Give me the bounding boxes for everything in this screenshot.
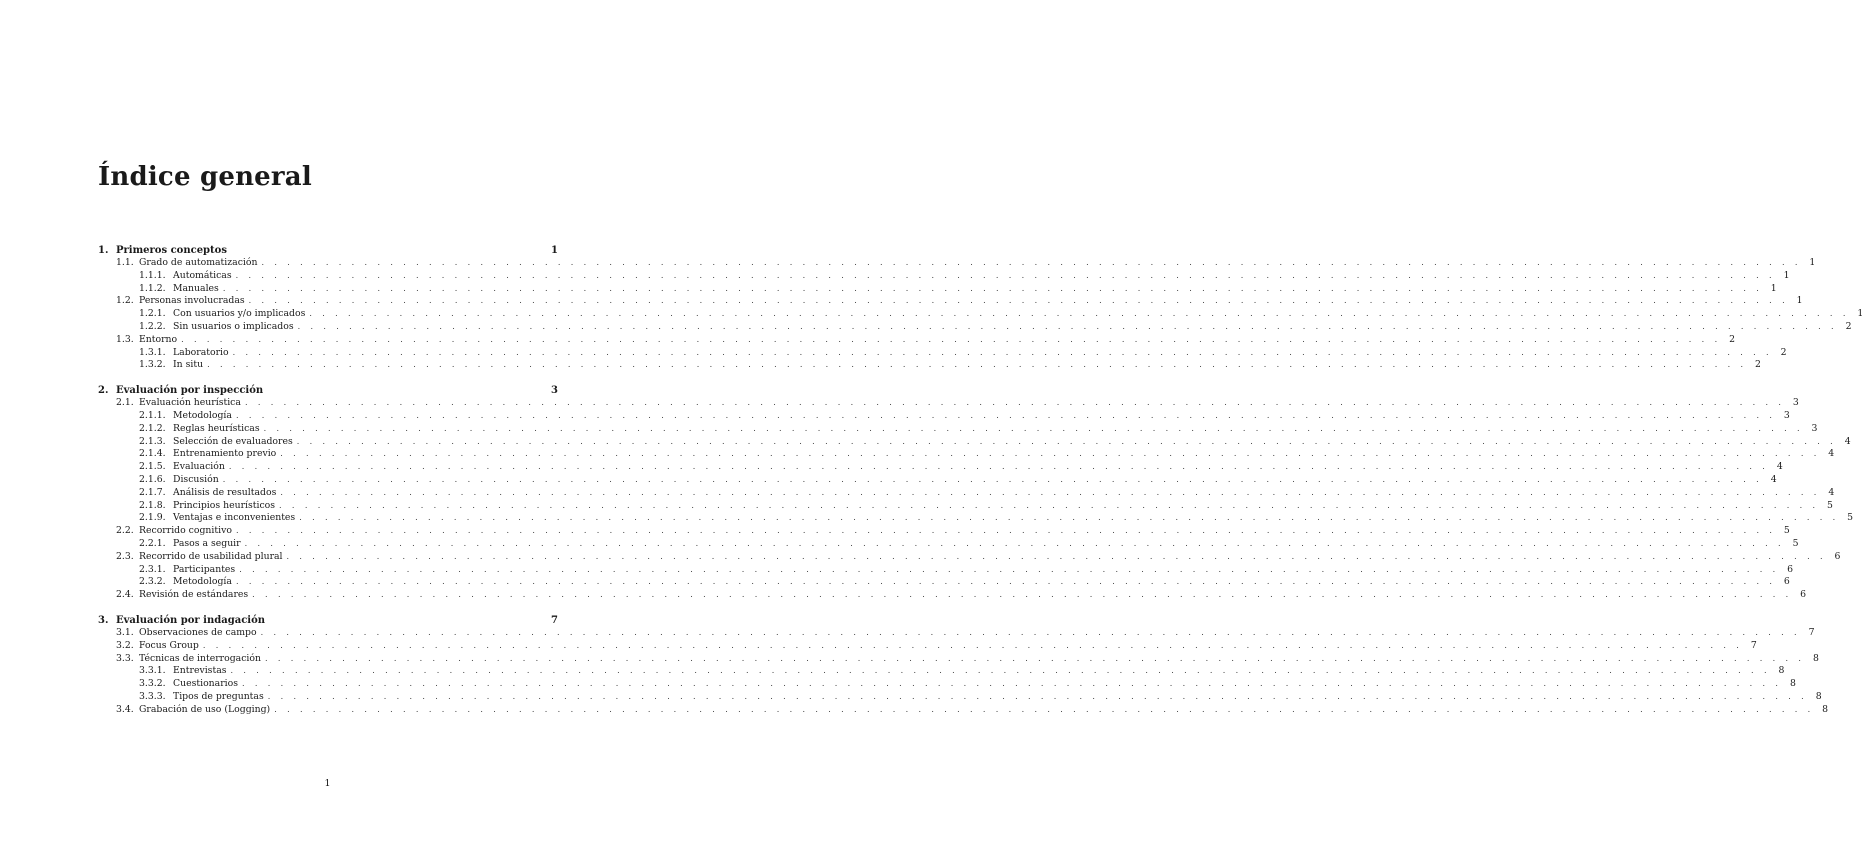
toc-subsection-title: Metodología <box>173 576 232 588</box>
toc-subsection-number: 2.1.9. <box>139 512 166 524</box>
toc-section-number: 3.1. <box>116 626 134 638</box>
toc-chapter-number: 1. <box>98 245 109 256</box>
toc-section-title: Evaluación heurística <box>139 397 241 409</box>
toc-section-page: 1 <box>1809 257 1816 268</box>
toc-section[interactable] <box>98 397 1799 410</box>
toc-subsection-title: Análisis de resultados <box>173 486 277 498</box>
toc-section[interactable] <box>98 550 1841 564</box>
toc-section-page: 2 <box>1729 333 1736 345</box>
toc-leader-dots: . . . . . . . . . . . . . . . . . . . . . . . . . . . . . . . . . . . . . . . . . . . . . . . . . . . . . . . . . . . . . . . . . . . . . . . . . . . . . . . . . . . . . . . . . . . . . . . . . . . . . . . . . . . . . . . . . . . . . . . . <box>181 334 1722 344</box>
toc-subsection-page: 4 <box>1828 486 1835 498</box>
toc-leader-dots: . . . . . . . . . . . . . . . . . . . . . . . . . . . . . . . . . . . . . . . . . . . . . . . . . . . . . . . . . . . . . . . . . . . . . . . . . . . . . . . . . . . . . . . . . . . . . . . . . . . . . . . . . . . . . . . . . . . . . . . . <box>299 513 1840 523</box>
toc-leader-dots: . . . . . . . . . . . . . . . . . . . . . . . . . . . . . . . . . . . . . . . . . . . . . . . . . . . . . . . . . . . . . . . . . . . . . . . . . . . . . . . . . . . . . . . . . . . . . . . . . . . . . . . . . . . . . . . . . . . . . . . . <box>235 577 1776 587</box>
toc-subsection-title: Manuales <box>173 282 219 294</box>
toc-subsection-number: 1.2.1. <box>139 308 166 320</box>
toc-section-number: 2.2. <box>116 525 134 537</box>
toc-subsection-title: In situ <box>173 359 204 371</box>
toc-section[interactable] <box>98 525 1790 538</box>
toc-subsection-title: Selección de evaluadores <box>173 435 293 447</box>
toc-leader-dots: . . . . . . . . . . . . . . . . . . . . . . . . . . . . . . . . . . . . . . . . . . . . . . . . . . . . . . . . . . . . . . . . . . . . . . . . . . . . . . . . . . . . . . . . . . . . . . . . . . . . . . . . . . . . . . . . . . . . . . . . <box>230 666 1771 676</box>
toc-subsection-number: 2.1.7. <box>139 486 166 498</box>
toc-leader-dots: . . . . . . . . . . . . . . . . . . . . . . . . . . . . . . . . . . . . . . . . . . . . . . . . . . . . . . . . . . . . . . . . . . . . . . . . . . . . . . . . . . . . . . . . . . . . . . . . . . . . . . . . . . . . . . . . . . . . . . . . <box>274 704 1815 714</box>
toc-section-number: 2.1. <box>116 397 134 409</box>
toc-section-number: 1.2. <box>116 295 134 307</box>
toc-subsection[interactable] <box>98 473 1777 487</box>
toc-subsection-number: 2.1.4. <box>139 448 166 460</box>
toc-leader-dots: . . . . . . . . . . . . . . . . . . . . . . . . . . . . . . . . . . . . . . . . . . . . . . . . . . . . . . . . . . . . . . . . . . . . . . . . . . . . . . . . . . . . . . . . . . . . . . . . . . . . . . . . . . . . . . . . . . . . . . . . <box>267 691 1808 701</box>
toc-subsection[interactable] <box>98 512 1854 525</box>
toc-subsection[interactable] <box>98 537 1799 551</box>
toc-subsection-page: 8 <box>1778 665 1785 677</box>
toc-leader-dots: . . . . . . . . . . . . . . . . . . . . . . . . . . . . . . . . . . . . . . . . . . . . . . . . . . . . . . . . . . . . . . . . . . . . . . . . . . . . . . . . . . . . . . . . . . . . . . . . . . . . . . . . . . . . . . . . . . . . . . . . <box>232 347 1773 357</box>
toc-subsection-number: 2.1.6. <box>139 473 166 485</box>
toc-subsection-title: Con usuarios y/o implicados <box>173 308 306 320</box>
toc-leader-dots: . . . . . . . . . . . . . . . . . . . . . . . . . . . . . . . . . . . . . . . . . . . . . . . . . . . . . . . . . . . . . . . . . . . . . . . . . . . . . . . . . . . . . . . . . . . . . . . . . . . . . . . . . . . . . . . . . . . . . . . . <box>222 474 1763 484</box>
toc-subsection-page: 2 <box>1845 320 1852 332</box>
toc-leader-dots: . . . . . . . . . . . . . . . . . . . . . . . . . . . . . . . . . . . . . . . . . . . . . . . . . . . . . . . . . . . . . . . . . . . . . . . . . . . . . . . . . . . . . . . . . . . . . . . . . . . . . . . . . . . . . . . . . . . . . . . . <box>263 423 1804 433</box>
toc-subsection-title: Cuestionarios <box>173 678 238 690</box>
toc-subsection-page: 8 <box>1815 690 1822 702</box>
toc-leader-dots: . . . . . . . . . . . . . . . . . . . . . . . . . . . . . . . . . . . . . . . . . . . . . . . . . . . . . . . . . . . . . . . . . . . . . . . . . . . . . . . . . . . . . . . . . . . . . . . . . . . . . . . . . . . . . . . . . . . . . . . . <box>297 321 1838 331</box>
toc-chapter-title: Primeros conceptos <box>116 245 227 256</box>
toc-leader-dots: . . . . . . . . . . . . . . . . . . . . . . . . . . . . . . . . . . . . . . . . . . . . . . . . . . . . . . . . . . . . . . . . . . . . . . . . . . . . . . . . . . . . . . . . . . . . . . . . . . . . . . . . . . . . . . . . . . . . . . . . <box>244 538 1785 548</box>
toc-subsection[interactable] <box>98 320 1852 334</box>
toc-subsection-title: Pasos a seguir <box>173 537 241 549</box>
toc-leader-dots: . . . . . . . . . . . . . . . . . . . . . . . . . . . . . . . . . . . . . . . . . . . . . . . . . . . . . . . . . . . . . . . . . . . . . . . . . . . . . . . . . . . . . . . . . . . . . . . . . . . . . . . . . . . . . . . . . . . . . . . . <box>252 590 1793 600</box>
toc-subsection-number: 2.3.1. <box>139 563 166 575</box>
toc-leader-dots: . . . . . . . . . . . . . . . . . . . . . . . . . . . . . . . . . . . . . . . . . . . . . . . . . . . . . . . . . . . . . . . . . . . . . . . . . . . . . . . . . . . . . . . . . . . . . . . . . . . . . . . . . . . . . . . . . . . . . . . . <box>235 526 1776 536</box>
toc-subsection-page: 4 <box>1828 448 1835 460</box>
toc-subsection-title: Laboratorio <box>173 346 229 358</box>
toc-section-page: 7 <box>1750 639 1757 651</box>
toc-subsection-number: 3.3.2. <box>139 678 166 690</box>
toc-subsection[interactable] <box>98 448 1835 461</box>
toc-section-page: 5 <box>1783 525 1790 537</box>
toc-leader-dots: . . . . . . . . . . . . . . . . . . . . . . . . . . . . . . . . . . . . . . . . . . . . . . . . . . . . . . . . . . . . . . . . . . . . . . . . . . . . . . . . . . . . . . . . . . . . . . . . . . . . . . . . . . . . . . . . . . . . . . . . <box>235 270 1776 280</box>
toc-section-page: 8 <box>1812 652 1819 664</box>
toc-section-number: 2.3. <box>116 550 134 562</box>
toc-leader-dots: . . . . . . . . . . . . . . . . . . . . . . . . . . . . . . . . . . . . . . . . . . . . . . . . . . . . . . . . . . . . . . . . . . . . . . . . . . . . . . . . . . . . . . . . . . . . . . . . . . . . . . . . . . . . . . . . . . . . . . . . <box>261 258 1802 267</box>
toc-section[interactable] <box>98 652 1819 666</box>
toc-subsection[interactable] <box>98 422 1818 436</box>
toc-subsection-number: 1.1.1. <box>139 269 166 281</box>
toc-subsection-number: 3.3.1. <box>139 665 166 677</box>
toc-subsection-number: 2.1.1. <box>139 409 166 421</box>
toc-subsection[interactable] <box>98 563 1794 577</box>
toc-subsection-number: 2.1.5. <box>139 461 166 473</box>
toc-leader-dots: . . . . . . . . . . . . . . . . . . . . . . . . . . . . . . . . . . . . . . . . . . . . . . . . . . . . . . . . . . . . . . . . . . . . . . . . . . . . . . . . . . . . . . . . . . . . . . . . . . . . . . . . . . . . . . . . . . . . . . . . <box>202 640 1743 650</box>
toc-subsection[interactable] <box>98 435 1851 449</box>
toc-section-title: Observaciones de campo <box>139 626 257 638</box>
toc-subsection-page: 4 <box>1776 461 1783 473</box>
toc-subsection[interactable] <box>98 690 1822 704</box>
toc-leader-dots: . . . . . . . . . . . . . . . . . . . . . . . . . . . . . . . . . . . . . . . . . . . . . . . . . . . . . . . . . . . . . . . . . . . . . . . . . . . . . . . . . . . . . . . . . . . . . . . . . . . . . . . . . . . . . . . . . . . . . . . . <box>279 500 1819 510</box>
toc-subsection-page: 5 <box>1847 512 1854 524</box>
toc-section-title: Grabación de uso (Logging) <box>139 703 271 715</box>
toc-subsection-title: Ventajas e inconvenientes <box>173 512 296 524</box>
toc-leader-dots: . . . . . . . . . . . . . . . . . . . . . . . . . . . . . . . . . . . . . . . . . . . . . . . . . . . . . . . . . . . . . . . . . . . . . . . . . . . . . . . . . . . . . . . . . . . . . . . . . . . . . . . . . . . . . . . . . . . . . . . . <box>228 462 1769 472</box>
toc-subsection-page: 6 <box>1783 576 1790 588</box>
toc-subsection[interactable] <box>98 461 1783 474</box>
toc-subsection[interactable] <box>98 678 1796 691</box>
table-of-contents <box>98 244 1863 717</box>
toc-subsection[interactable] <box>98 665 1785 678</box>
toc-section-title: Recorrido cognitivo <box>139 525 232 537</box>
toc-subsection-title: Principios heurísticos <box>173 499 276 511</box>
toc-section-title: Entorno <box>139 333 178 345</box>
toc-subsection-page: 1 <box>1783 269 1790 281</box>
toc-subsection[interactable] <box>98 359 1761 372</box>
toc-subsection[interactable] <box>98 346 1787 360</box>
toc-section-title: Recorrido de usabilidad plural <box>139 550 283 562</box>
toc-section[interactable] <box>98 257 1816 270</box>
toc-subsection-page: 2 <box>1755 359 1761 371</box>
toc-section-number: 3.2. <box>116 639 134 651</box>
toc-section[interactable] <box>98 333 1736 347</box>
toc-subsection-title: Automáticas <box>173 269 232 281</box>
toc-section[interactable] <box>98 703 1829 717</box>
toc-leader-dots: . . . . . . . . . . . . . . . . . . . . . . . . . . . . . . . . . . . . . . . . . . . . . . . . . . . . . . . . . . . . . . . . . . . . . . . . . . . . . . . . . . . . . . . . . . . . . . . . . . . . . . . . . . . . . . . . . . . . . . . . <box>248 296 1789 306</box>
toc-chapter-title: Evaluación por indagación <box>116 614 266 626</box>
toc-chapter-number: 2. <box>98 385 109 397</box>
toc-subsection-page: 8 <box>1789 678 1796 690</box>
toc-subsection-title: Evaluación <box>173 461 225 473</box>
toc-subsection-page: 1 <box>1770 282 1777 294</box>
toc-subsection-number: 1.1.2. <box>139 282 166 294</box>
toc-leader-dots: . . . . . . . . . . . . . . . . . . . . . . . . . . . . . . . . . . . . . . . . . . . . . . . . . . . . . . . . . . . . . . . . . . . . . . . . . . . . . . . . . . . . . . . . . . . . . . . . . . . . . . . . . . . . . . . . . . . . . . . . <box>260 627 1801 637</box>
toc-section-page: 6 <box>1834 550 1841 562</box>
toc-subsection[interactable] <box>98 282 1777 296</box>
toc-subsection-page: 3 <box>1783 409 1790 421</box>
toc-subsection-page: 5 <box>1792 537 1799 549</box>
toc-subsection-page: 1 <box>1857 308 1863 320</box>
toc-leader-dots: . . . . . . . . . . . . . . . . . . . . . . . . . . . . . . . . . . . . . . . . . . . . . . . . . . . . . . . . . . . . . . . . . . . . . . . . . . . . . . . . . . . . . . . . . . . . . . . . . . . . . . . . . . . . . . . . . . . . . . . . <box>242 679 1782 689</box>
toc-subsection-number: 2.1.2. <box>139 422 166 434</box>
toc-subsection-title: Sin usuarios o implicados <box>173 320 294 332</box>
toc-subsection[interactable] <box>98 409 1790 423</box>
toc-leader-dots: . . . . . . . . . . . . . . . . . . . . . . . . . . . . . . . . . . . . . . . . . . . . . . . . . . . . . . . . . . . . . . . . . . . . . . . . . . . . . . . . . . . . . . . . . . . . . . . . . . . . . . . . . . . . . . . . . . . . . . . . <box>207 360 1747 370</box>
toc-subsection-number: 2.2.1. <box>139 537 166 549</box>
toc-subsection-title: Participantes <box>173 563 236 575</box>
toc-chapter-number: 3. <box>98 614 109 626</box>
toc-subsection-page: 6 <box>1787 563 1794 575</box>
toc-section[interactable] <box>98 639 1757 653</box>
toc-subsection-page: 4 <box>1770 473 1777 485</box>
toc-section-page: 7 <box>1808 626 1815 638</box>
toc-subsection-title: Entrevistas <box>173 665 227 677</box>
toc-section-page: 8 <box>1822 703 1829 715</box>
toc-chapter[interactable] <box>98 614 558 627</box>
toc-leader-dots: . . . . . . . . . . . . . . . . . . . . . . . . . . . . . . . . . . . . . . . . . . . . . . . . . . . . . . . . . . . . . . . . . . . . . . . . . . . . . . . . . . . . . . . . . . . . . . . . . . . . . . . . . . . . . . . . . . . . . . . . <box>264 653 1805 663</box>
toc-section-title: Focus Group <box>139 639 199 651</box>
toc-leader-dots: . . . . . . . . . . . . . . . . . . . . . . . . . . . . . . . . . . . . . . . . . . . . . . . . . . . . . . . . . . . . . . . . . . . . . . . . . . . . . . . . . . . . . . . . . . . . . . . . . . . . . . . . . . . . . . . . . . . . . . . . <box>244 398 1785 408</box>
toc-section-number: 3.4. <box>116 703 134 715</box>
toc-chapter-page: 7 <box>551 614 558 626</box>
toc-leader-dots: . . . . . . . . . . . . . . . . . . . . . . . . . . . . . . . . . . . . . . . . . . . . . . . . . . . . . . . . . . . . . . . . . . . . . . . . . . . . . . . . . . . . . . . . . . . . . . . . . . . . . . . . . . . . . . . . . . . . . . . . <box>286 551 1827 561</box>
toc-leader-dots: . . . . . . . . . . . . . . . . . . . . . . . . . . . . . . . . . . . . . . . . . . . . . . . . . . . . . . . . . . . . . . . . . . . . . . . . . . . . . . . . . . . . . . . . . . . . . . . . . . . . . . . . . . . . . . . . . . . . . . . . <box>280 449 1821 459</box>
toc-section[interactable] <box>98 589 1807 602</box>
toc-leader-dots: . . . . . . . . . . . . . . . . . . . . . . . . . . . . . . . . . . . . . . . . . . . . . . . . . . . . . . . . . . . . . . . . . . . . . . . . . . . . . . . . . . . . . . . . . . . . . . . . . . . . . . . . . . . . . . . . . . . . . . . . <box>296 436 1837 446</box>
page-title: Índice general <box>98 162 312 192</box>
toc-section-number: 2.4. <box>116 589 134 601</box>
toc-subsection-number: 2.1.8. <box>139 499 166 511</box>
toc-subsection-title: Metodología <box>173 409 232 421</box>
toc-subsection-page: 5 <box>1827 499 1833 511</box>
toc-subsection[interactable] <box>98 576 1790 589</box>
toc-subsection-number: 2.3.2. <box>139 576 166 588</box>
toc-leader-dots: . . . . . . . . . . . . . . . . . . . . . . . . . . . . . . . . . . . . . . . . . . . . . . . . . . . . . . . . . . . . . . . . . . . . . . . . . . . . . . . . . . . . . . . . . . . . . . . . . . . . . . . . . . . . . . . . . . . . . . . . <box>309 309 1850 319</box>
toc-chapter-page: 3 <box>551 385 558 397</box>
toc-subsection-title: Tipos de preguntas <box>173 690 264 702</box>
page-number: 1 <box>324 778 331 789</box>
toc-section-title: Personas involucradas <box>139 295 245 307</box>
toc-subsection[interactable] <box>98 269 1790 283</box>
toc-subsection-title: Reglas heurísticas <box>173 422 260 434</box>
toc-section-page: 1 <box>1796 295 1803 307</box>
toc-subsection-number: 2.1.3. <box>139 435 166 447</box>
toc-chapter-title: Evaluación por inspección <box>116 385 264 397</box>
toc-section[interactable] <box>98 626 1815 640</box>
toc-section-page: 3 <box>1792 397 1799 409</box>
toc-leader-dots: . . . . . . . . . . . . . . . . . . . . . . . . . . . . . . . . . . . . . . . . . . . . . . . . . . . . . . . . . . . . . . . . . . . . . . . . . . . . . . . . . . . . . . . . . . . . . . . . . . . . . . . . . . . . . . . . . . . . . . . . <box>280 487 1821 497</box>
toc-subsection-page: 4 <box>1844 435 1851 447</box>
toc-leader-dots: . . . . . . . . . . . . . . . . . . . . . . . . . . . . . . . . . . . . . . . . . . . . . . . . . . . . . . . . . . . . . . . . . . . . . . . . . . . . . . . . . . . . . . . . . . . . . . . . . . . . . . . . . . . . . . . . . . . . . . . . <box>222 283 1763 293</box>
toc-section-title: Técnicas de interrogación <box>139 652 261 664</box>
toc-subsection-title: Discusión <box>173 473 219 485</box>
toc-section-number: 1.3. <box>116 333 134 345</box>
toc-section-number: 1.1. <box>116 257 134 268</box>
toc-subsection-number: 1.3.2. <box>139 359 166 371</box>
toc-section-page: 6 <box>1800 589 1807 601</box>
toc-leader-dots: . . . . . . . . . . . . . . . . . . . . . . . . . . . . . . . . . . . . . . . . . . . . . . . . . . . . . . . . . . . . . . . . . . . . . . . . . . . . . . . . . . . . . . . . . . . . . . . . . . . . . . . . . . . . . . . . . . . . . . . . <box>235 410 1776 420</box>
toc-section-title: Revisión de estándares <box>139 589 249 601</box>
toc-chapter[interactable] <box>98 244 558 257</box>
toc-subsection-number: 1.3.1. <box>139 346 166 358</box>
toc-section-number: 3.3. <box>116 652 134 664</box>
toc-subsection-page: 2 <box>1780 346 1787 358</box>
toc-subsection[interactable] <box>98 308 1863 321</box>
toc-section[interactable] <box>98 295 1803 308</box>
toc-subsection-page: 3 <box>1811 422 1818 434</box>
toc-subsection-number: 3.3.3. <box>139 690 166 702</box>
toc-chapter-page: 1 <box>551 245 558 256</box>
toc-subsection-number: 1.2.2. <box>139 320 166 332</box>
toc-leader-dots: . . . . . . . . . . . . . . . . . . . . . . . . . . . . . . . . . . . . . . . . . . . . . . . . . . . . . . . . . . . . . . . . . . . . . . . . . . . . . . . . . . . . . . . . . . . . . . . . . . . . . . . . . . . . . . . . . . . . . . . . <box>239 564 1780 574</box>
toc-subsection[interactable] <box>98 486 1835 500</box>
toc-subsection-title: Entrenamiento previo <box>173 448 277 460</box>
toc-section-title: Grado de automatización <box>139 257 258 268</box>
toc-chapter[interactable] <box>98 384 558 397</box>
toc-subsection[interactable] <box>98 499 1833 513</box>
